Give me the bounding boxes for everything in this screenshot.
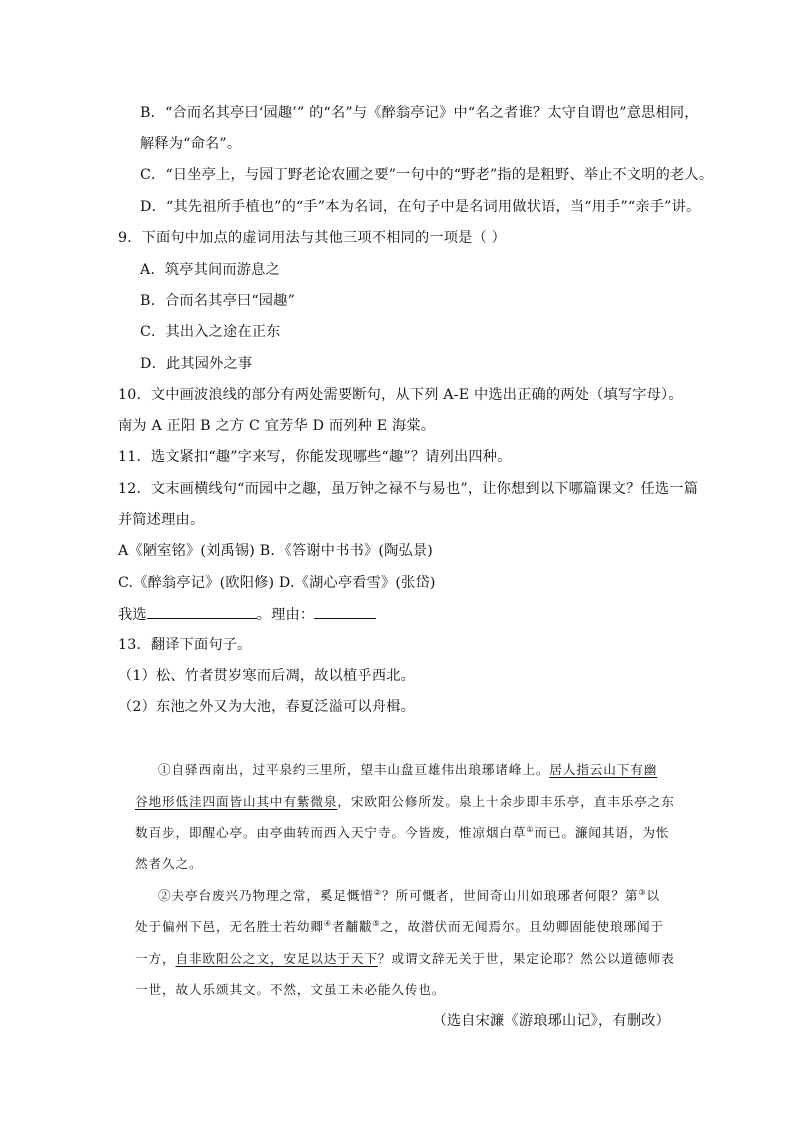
underlined-sentence: 自非欧阳公之文，安足以达于天下	[175, 951, 378, 966]
passage-source: （选自宋濂《游琅琊山记》，有删改）	[432, 1013, 670, 1029]
q9-stem: 9．下面句中加点的虚词用法与其他三项不相同的一项是（ ）	[118, 230, 507, 246]
q12-options-cd: C.《醉翁亭记》(欧阳修) D.《湖心亭看雪》(张岱)	[118, 575, 436, 591]
q9-option-c: C．其出入之途在正东	[140, 324, 281, 340]
passage-text: ？或谓文辞无关于世，果定论耶？然公以道德师表	[377, 951, 675, 966]
q8-option-c: C．“日坐亭上，与园丁野老论农圃之要”一句中的“野老”指的是粗野、举止不文明的老人。	[140, 167, 714, 183]
passage-p1-line4: 然者久之。	[135, 856, 203, 871]
passage-p1-line2	[135, 792, 675, 812]
passage-text: ，宋欧阳公修所发。泉上十余步即丰乐亭，直丰乐亭之东	[337, 794, 675, 809]
passage-p2-line3	[135, 949, 675, 969]
passage-p1-line1	[158, 760, 657, 780]
passage-p2-line2	[135, 917, 664, 937]
footnote-marker: ①	[526, 824, 535, 834]
q12-choose-label: 我选	[118, 607, 147, 623]
footnote-marker: ③	[638, 887, 647, 897]
q12-reason-blank[interactable]	[314, 604, 376, 619]
q12-options-ab: A《陋室铭》(刘禹锡) B．《答谢中书书》(陶弘景)	[118, 543, 433, 559]
passage-text: 者黼黻	[332, 919, 373, 934]
q12-reason-label: 。理由：	[256, 607, 315, 623]
passage-p1-line3	[135, 823, 669, 843]
footnote-marker: ④	[323, 918, 332, 928]
passage-p2-line4: 一世，故人乐颂其文。不然，文虽工未必能久传也。	[135, 982, 446, 997]
footnote-marker: ②	[373, 887, 382, 897]
q8-option-b-line1: B．“合而名其亭曰‘园趣’” 的“名”与《醉翁亭记》中“名之者谁？太守自谓也”意思相同，	[140, 105, 699, 121]
passage-text: 之，故潜伏而无闻焉尔。且幼卿固能使琅琊闻于	[380, 919, 664, 934]
passage-text: 数百步，即醒心亭。由亭曲转而西入天宁寺。今皆废，惟凉烟白草	[135, 825, 527, 840]
q9-option-d: D．此其园外之事	[140, 356, 253, 372]
q8-option-b-line2: 解释为“命名”。	[140, 136, 242, 152]
q12-choice-blank[interactable]	[147, 604, 257, 619]
q11-stem: 11．选文紧扣“趣”字来写，你能发现哪些“趣”？请列出四种。	[118, 449, 512, 465]
q10-stem: 10．文中画波浪线的部分有两处需要断句，从下列 A-E 中选出正确的两处（填写字母）。	[118, 387, 683, 403]
q12-stem-line2: 并简述理由。	[118, 512, 205, 528]
q8-option-d: D．“其先祖所手植也”的“手”本为名词，在句子中是名词用做状语，当“用手”“亲手”讲。	[140, 199, 701, 215]
passage-p2-line1	[158, 886, 660, 906]
passage-text: ①自驿西南出，过平泉约三里所，望丰山盘亘雄伟出琅琊诸峰上。	[158, 762, 550, 777]
q12-answer-line	[118, 604, 376, 625]
q13-stem: 13．翻译下面句子。	[118, 637, 252, 653]
q13-item-2: （2）东池之外又为大池，春夏泛溢可以舟楫。	[118, 699, 415, 715]
footnote-marker: ⑤	[372, 918, 381, 928]
passage-text: 一方，	[135, 951, 176, 966]
q9-option-a: A．筑亭其间而游息之	[140, 262, 280, 278]
passage-text: 以	[646, 888, 660, 903]
q10-text: 南为 A 正阳 B 之方 C 宜芳华 D 而列种 E 海棠。	[118, 418, 436, 434]
passage-text: 而已。濂闻其语，为怅	[534, 825, 670, 840]
q9-option-b: B．合而名其亭曰“园趣”	[140, 293, 296, 309]
wavy-line-text: 谷地形低洼四面皆山其中有紫微泉	[135, 794, 338, 809]
q13-item-1: （1）松、竹者贯岁寒而后凋，故以植乎西北。	[118, 668, 415, 684]
wavy-line-text: 居人指云山下有幽	[549, 762, 658, 777]
passage-text: ？所可慨者，世间奇山川如琅琊者何限？第	[381, 888, 639, 903]
passage-text: 处于偏州下邑，无名胜士若幼卿	[135, 919, 324, 934]
passage-text: ②夫亭台废兴乃物理之常，奚足慨惜	[158, 888, 374, 903]
q12-stem-line1: 12．文末画横线句“而园中之趣，虽万钟之禄不与易也”，让你想到以下哪篇课文？任选一篇	[118, 481, 699, 497]
